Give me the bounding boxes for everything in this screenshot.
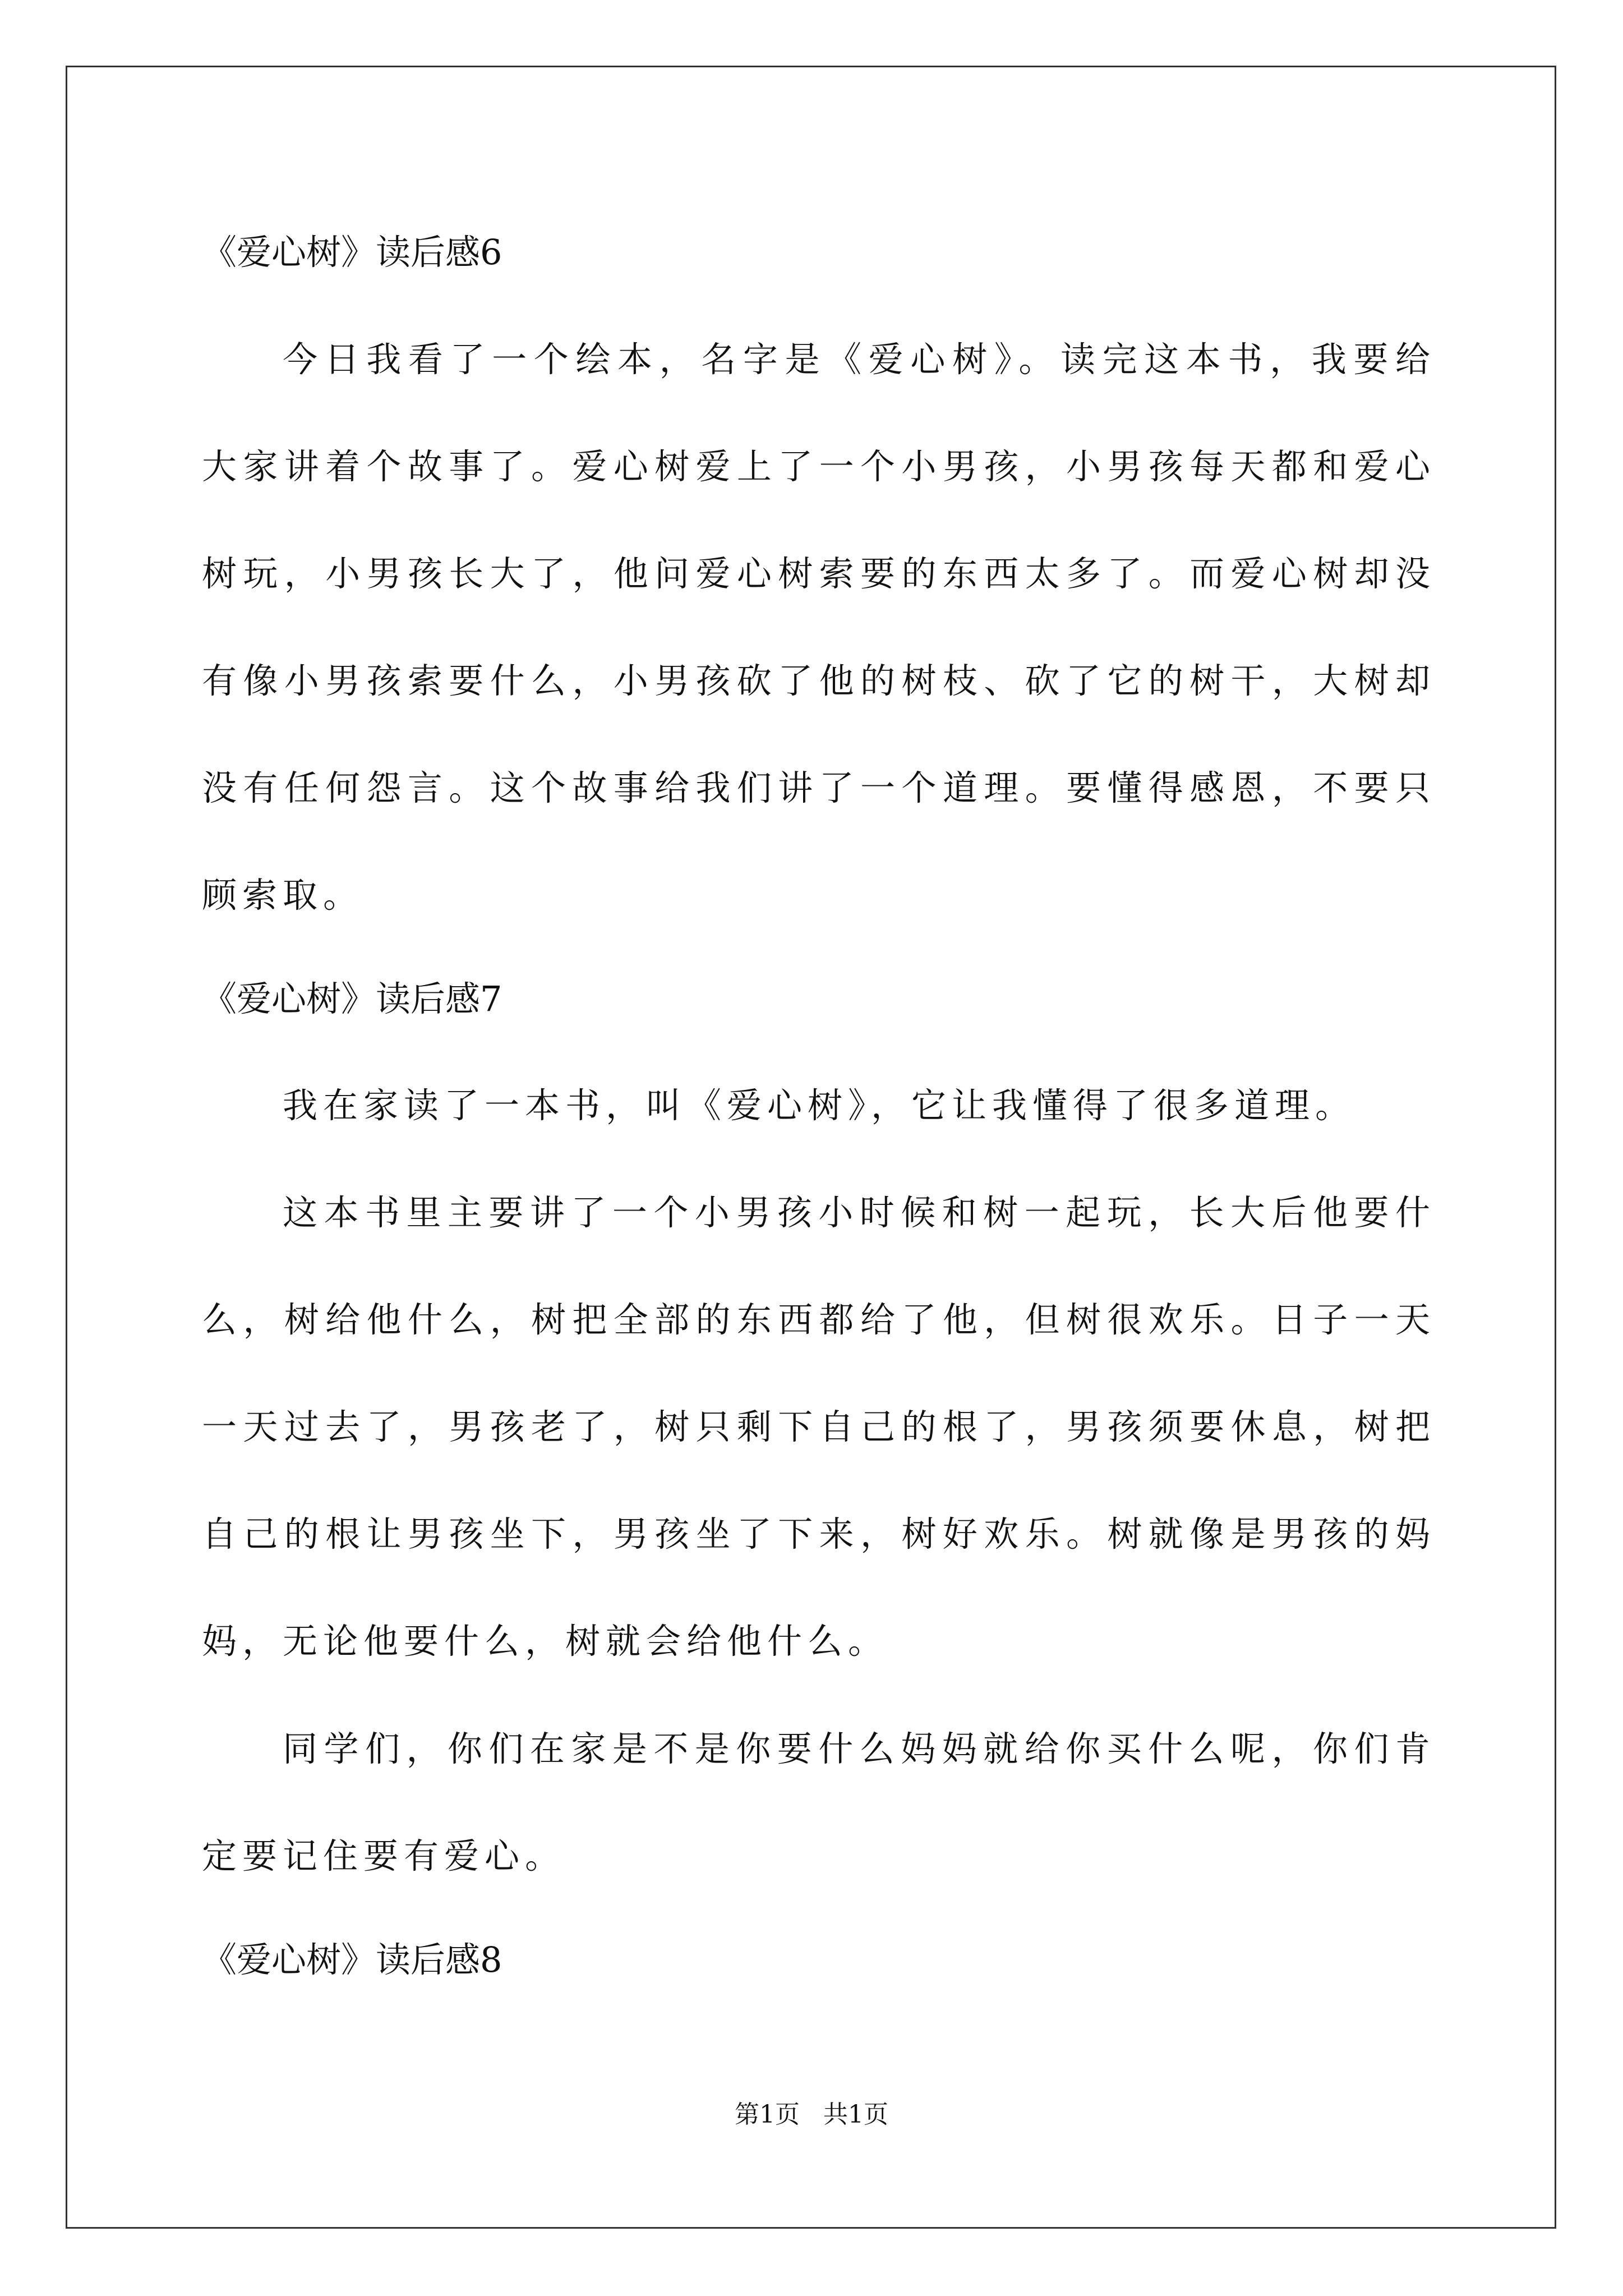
- page-number-footer: 第1页 共1页: [735, 2100, 888, 2129]
- section-heading-8: 《爱心树》读后感8: [202, 1939, 502, 1980]
- paragraph: 这本书里主要讲了一个小男孩小时候和树一起玩，长大后他要什么，树给他什么，树把全部的东西都给了他，但树很欢乐。日子一天一天过去了，男孩老了，树只剩下自己的根了，男孩须要休息，树把自己的根让男孩坐下，男孩坐了下来，树好欢乐。树就像是男孩的妈妈，无论他要什么，树就会给他什么。: [202, 1192, 1436, 1662]
- paragraph: 同学们，你们在家是不是你要什么妈妈就给你买什么呢，你们肯定要记住要有爱心。: [202, 1728, 1436, 1876]
- paragraph: 今日我看了一个绘本，名字是《爱心树》。读完这本书，我要给大家讲着个故事了。爱心树爱上了一个小男孩，小男孩每天都和爱心树玩，小男孩长大了，他问爱心树索要的东西太多了。而爱心树却没有像小男孩索要什么，小男孩砍了他的树枝、砍了它的树干，大树却没有任何怨言。这个故事给我们讲了一个道理。要懂得感恩，不要只顾索取。: [202, 339, 1436, 915]
- paragraph: 我在家读了一本书，叫《爱心树》，它让我懂得了很多道理。: [283, 1085, 1356, 1126]
- section-heading-6: 《爱心树》读后感6: [202, 232, 502, 273]
- section-heading-7: 《爱心树》读后感7: [202, 978, 502, 1019]
